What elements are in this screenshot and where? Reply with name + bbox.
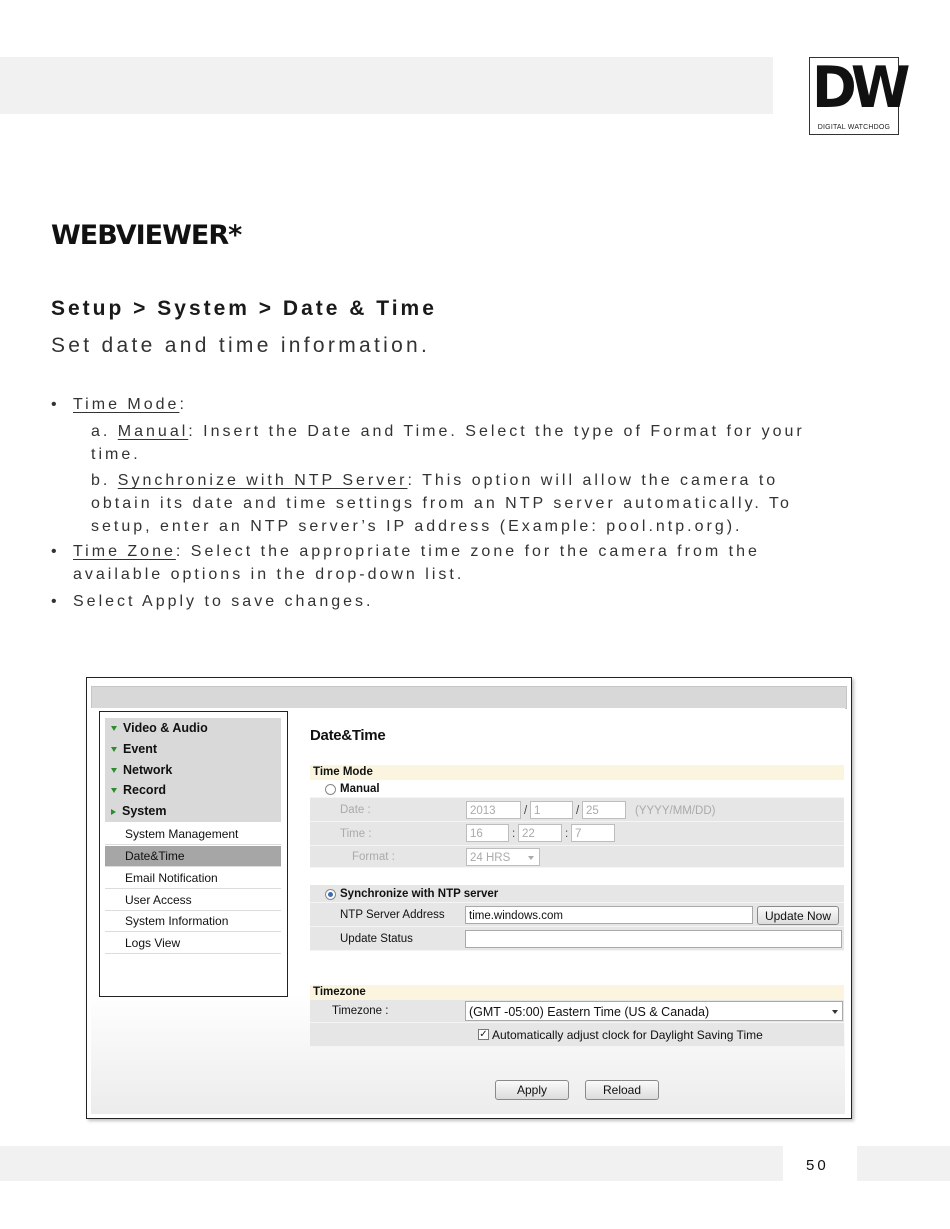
timezone-row	[310, 1000, 844, 1023]
item-prefix-a: a.	[91, 423, 118, 440]
format-select-value: 24 HRS	[470, 852, 511, 864]
time-label: Time :	[340, 828, 372, 840]
update-now-button[interactable]: Update Now	[757, 906, 839, 925]
update-status-label: Update Status	[340, 933, 413, 945]
menu-section-network[interactable]	[105, 760, 172, 780]
settings-page-title: Date&Time	[310, 727, 386, 744]
chevron-down-icon	[528, 856, 534, 860]
ntp-radio-label: Synchronize with NTP server	[340, 888, 499, 900]
time-minute-input[interactable]: 22	[518, 824, 562, 842]
header-band	[0, 57, 773, 114]
time-zone-description: : Select the appropriate time zone for the camera from the	[175, 543, 760, 560]
time-zone-term: Time Zone	[73, 543, 176, 560]
menu-item-user-access[interactable]: User Access	[105, 890, 281, 911]
footer-band	[0, 1146, 783, 1181]
date-month-input[interactable]: 1	[530, 801, 573, 819]
dst-row	[310, 1023, 844, 1047]
menu-section-label: Network	[123, 763, 173, 777]
menu-item-date-time[interactable]: Date&Time	[105, 846, 281, 867]
menu-section-label: Video & Audio	[123, 721, 208, 735]
timezone-label: Timezone :	[332, 1005, 389, 1017]
timezone-select-value: (GMT -05:00) Eastern Time (US & Canada)	[469, 1005, 710, 1019]
menu-section-system[interactable]	[105, 801, 166, 821]
breadcrumb: Setup > System > Date & Time	[51, 297, 437, 320]
menu-item-system-management[interactable]: System Management	[105, 824, 281, 845]
manual-row	[310, 780, 844, 798]
manual-radio-label: Manual	[340, 783, 380, 795]
time-mode-line	[73, 393, 187, 416]
menu-section-video-audio[interactable]	[105, 718, 208, 738]
time-second-input[interactable]: 7	[571, 824, 615, 842]
time-separator: :	[565, 828, 569, 840]
digital-watchdog-logo	[809, 54, 905, 135]
time-zone-line-2: available options in the drop-down list.	[73, 566, 465, 583]
date-day-input[interactable]: 25	[582, 801, 626, 819]
menu-section-label: System	[122, 804, 167, 818]
item-prefix-b: b.	[91, 472, 118, 489]
time-mode-header: Time Mode	[310, 765, 844, 780]
manual-line-1	[91, 420, 805, 443]
bullet-icon: •	[51, 543, 57, 560]
page-subtitle: Set date and time information.	[51, 334, 431, 357]
time-mode-term: Time Mode	[73, 396, 180, 413]
menu-section-event[interactable]	[105, 739, 157, 759]
webviewer-screenshot	[86, 677, 852, 1119]
timezone-header: Timezone	[310, 985, 844, 1000]
date-separator: /	[524, 805, 528, 817]
page-title: WEBVIEWER*	[51, 220, 242, 251]
triangle-down-icon	[111, 788, 117, 793]
apply-instruction: Select Apply to save changes.	[73, 593, 374, 610]
date-row	[310, 798, 844, 822]
manual-line-2: time.	[91, 446, 141, 463]
screenshot-top-bar	[91, 686, 847, 709]
menu-section-record[interactable]	[105, 780, 166, 800]
update-status-field	[465, 930, 842, 948]
ntp-line-2: obtain its date and time settings from an NTP server automatically. To	[91, 495, 792, 512]
menu-item-system-information[interactable]: System Information	[105, 911, 281, 932]
triangle-right-icon	[111, 809, 116, 815]
format-label: Format :	[352, 851, 395, 863]
menu-section-label: Record	[123, 783, 167, 797]
menu-sections	[105, 718, 281, 822]
triangle-down-icon	[111, 768, 117, 773]
dst-checkbox[interactable]: ✓	[479, 1029, 488, 1040]
ntp-server-row	[310, 903, 844, 927]
time-hour-input[interactable]: 16	[466, 824, 509, 842]
bullet-icon: •	[51, 396, 57, 413]
update-status-row	[310, 927, 844, 951]
date-year-input[interactable]: 2013	[466, 801, 521, 819]
setup-menu	[99, 711, 288, 997]
page-number: 50	[806, 1157, 829, 1174]
logo-mark: DW	[812, 54, 905, 121]
triangle-down-icon	[111, 726, 117, 731]
menu-section-label: Event	[123, 742, 158, 756]
time-separator: :	[512, 828, 516, 840]
footer-band-right	[857, 1146, 950, 1181]
bullet-icon: •	[51, 593, 57, 610]
ntp-radio[interactable]	[325, 889, 336, 900]
time-row	[310, 822, 844, 846]
manual-description: : Insert the Date and Time. Select the type of Format for your	[188, 423, 805, 440]
manual-term: Manual	[117, 423, 189, 440]
logo-brand-text: DIGITAL WATCHDOG	[817, 124, 891, 131]
ntp-row	[310, 885, 844, 903]
ntp-term: Synchronize with NTP Server	[117, 472, 408, 489]
format-row	[310, 846, 844, 868]
apply-button[interactable]: Apply	[495, 1080, 569, 1100]
date-format-hint: (YYYY/MM/DD)	[635, 805, 716, 817]
ntp-line-1	[91, 469, 778, 492]
triangle-down-icon	[111, 747, 117, 752]
manual-radio[interactable]	[325, 784, 336, 795]
colon: :	[179, 396, 187, 413]
chevron-down-icon	[832, 1010, 838, 1014]
ntp-server-input[interactable]: time.windows.com	[465, 906, 753, 924]
time-zone-line-1	[73, 540, 760, 563]
dst-label: Automatically adjust clock for Daylight Saving Time	[492, 1028, 763, 1042]
timezone-select[interactable]	[465, 1001, 843, 1021]
ntp-line-3: setup, enter an NTP server’s IP address (Example: pool.ntp.org).	[91, 518, 743, 535]
menu-item-logs-view[interactable]: Logs View	[105, 933, 281, 954]
format-select[interactable]	[466, 848, 540, 866]
date-label: Date :	[340, 804, 371, 816]
reload-button[interactable]: Reload	[585, 1080, 659, 1100]
date-separator: /	[576, 805, 580, 817]
ntp-description: : This option will allow the camera to	[407, 472, 779, 489]
menu-item-email-notification[interactable]: Email Notification	[105, 868, 281, 889]
ntp-server-label: NTP Server Address	[340, 909, 445, 921]
